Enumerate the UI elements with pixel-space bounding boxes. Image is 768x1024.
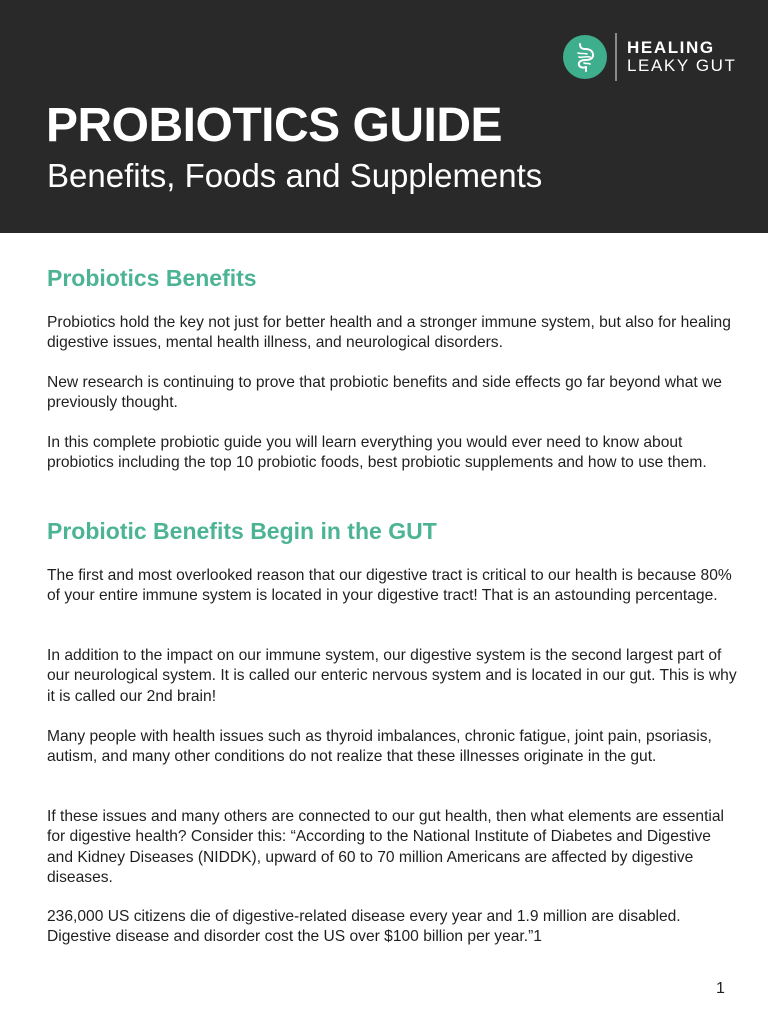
brand-logo xyxy=(563,33,737,81)
paragraph: New research is continuing to prove that probiotic benefits and side effects go far beyond what we previously thought. xyxy=(47,374,722,412)
header-banner xyxy=(0,0,768,233)
brand-name xyxy=(627,39,737,75)
brand-line2: LEAKY GUT xyxy=(627,56,737,75)
digestive-system-icon xyxy=(563,35,607,79)
page-title: PROBIOTICS GUIDE xyxy=(46,99,503,152)
paragraph: In this complete probiotic guide you will learn everything you would ever need to know about probiotics including the top 10 probiotic foods, best probiotic supplements and how to use them. xyxy=(47,434,707,472)
paragraph: In addition to the impact on our immune system, our digestive system is the second largest part of our neurological system. It is called our enteric nervous system and is located in our gut. This is why it is called our 2nd brain! xyxy=(47,647,737,705)
paragraph: The first and most overlooked reason that our digestive tract is critical to our health is because 80% of your entire immune system is located in your digestive tract! That is an astounding percentage. xyxy=(47,567,732,605)
paragraph: Probiotics hold the key not just for better health and a stronger immune system, but also for healing digestive issues, mental health illness, and neurological disorders. xyxy=(47,314,731,352)
paragraph: If these issues and many others are connected to our gut health, then what elements are essential for digestive health? Consider this: “According to the National Institute of Diabetes and Digestive and Kidney Diseases (NIDDK), upward of 60 to 70 million Americans are affected by digestive diseases. xyxy=(47,808,725,886)
brand-line1: HEALING xyxy=(627,38,715,57)
section-heading-benefits: Probiotics Benefits xyxy=(47,265,257,291)
page-subtitle: Benefits, Foods and Supplements xyxy=(47,157,543,194)
logo-divider xyxy=(615,33,617,81)
page-number: 1 xyxy=(716,980,725,997)
paragraph: 236,000 US citizens die of digestive-related disease every year and 1.9 million are disabled. Digestive disease and disorder cost the US over $100 billion per year.”1 xyxy=(47,908,681,946)
paragraph: Many people with health issues such as thyroid imbalances, chronic fatigue, joint pain, psoriasis, autism, and many other conditions do not realize that these illnesses originate in the gut. xyxy=(47,728,712,766)
section-heading-gut: Probiotic Benefits Begin in the GUT xyxy=(47,518,437,544)
